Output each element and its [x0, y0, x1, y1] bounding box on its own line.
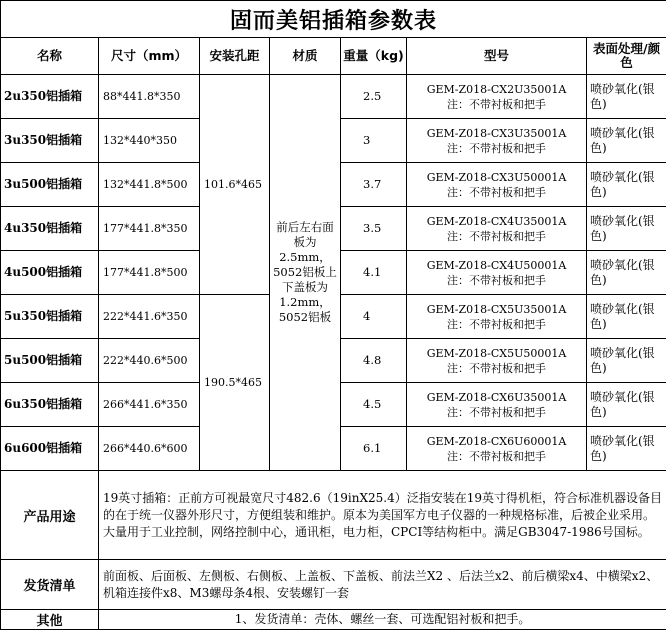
model-note: 注：不带衬板和把手 [447, 317, 546, 331]
model-number: GEM-Z018-CX6U60001A [426, 434, 567, 448]
other-label: 其他 [1, 610, 99, 630]
product-name: 4u350铝插箱 [1, 207, 99, 251]
product-name: 3u500铝插箱 [1, 163, 99, 207]
page-title: 固而美铝插箱参数表 [1, 1, 666, 38]
product-model [407, 339, 587, 383]
product-weight: 4 [341, 295, 407, 339]
header-material: 材质 [270, 38, 341, 75]
usage-text: 19英寸插箱：正前方可视最宽尺寸482.6（19inX25.4）泛指安装在19英寸得机柜，符合标准机器设备目的在于统一仪器外形尺寸，方便组装和维护。原本为美国军方电子仪器的一种规格标准，后被企业采用。大量用于工业控制，网络控制中心，通讯柜，电力柜，CPCI等结构柜中。满足GB3047-1986号国标。 [99, 471, 666, 560]
product-name: 6u350铝插箱 [1, 383, 99, 427]
product-weight: 2.5 [341, 75, 407, 119]
model-note: 注：不带衬板和把手 [447, 185, 546, 199]
product-model [407, 383, 587, 427]
product-size: 266*440.6*600 [99, 427, 200, 471]
product-finish: 喷砂氧化(银色) [587, 383, 666, 427]
model-note: 注：不带衬板和把手 [447, 97, 546, 111]
header-row [1, 38, 666, 75]
other-row [1, 610, 666, 630]
header-size: 尺寸（mm） [99, 38, 200, 75]
product-size: 132*440*350 [99, 119, 200, 163]
product-weight: 4.8 [341, 339, 407, 383]
other-text: 1、发货清单：壳体、螺丝一套、可选配铝衬板和把手。 [99, 610, 666, 630]
product-finish: 喷砂氧化(银色) [587, 163, 666, 207]
product-model [407, 163, 587, 207]
product-name: 3u350铝插箱 [1, 119, 99, 163]
model-note: 注：不带衬板和把手 [447, 141, 546, 155]
header-hole: 安装孔距 [200, 38, 270, 75]
header-weight: 重量（kg) [341, 38, 407, 75]
product-weight: 3.5 [341, 207, 407, 251]
product-finish: 喷砂氧化(银色) [587, 75, 666, 119]
product-size: 177*441.8*350 [99, 207, 200, 251]
product-model [407, 427, 587, 471]
model-note: 注：不带衬板和把手 [447, 361, 546, 375]
product-finish: 喷砂氧化(银色) [587, 339, 666, 383]
model-number: GEM-Z018-CX5U35001A [426, 302, 567, 316]
product-weight: 3 [341, 119, 407, 163]
product-model [407, 251, 587, 295]
model-note: 注：不带衬板和把手 [447, 405, 546, 419]
product-name: 2u350铝插箱 [1, 75, 99, 119]
model-number: GEM-Z018-CX3U50001A [426, 170, 567, 184]
model-number: GEM-Z018-CX2U35001A [426, 82, 567, 96]
usage-row [1, 471, 666, 560]
header-finish: 表面处理/颜色 [587, 38, 666, 75]
product-weight: 4.5 [341, 383, 407, 427]
hole-spacing-group-1: 101.6*465 [200, 75, 270, 295]
model-note: 注：不带衬板和把手 [447, 449, 546, 463]
usage-label: 产品用途 [1, 471, 99, 560]
material-description: 前后左右面板为2.5mm，5052铝板上下盖板为1.2mm，5052铝板 [270, 75, 341, 471]
product-size: 222*441.6*350 [99, 295, 200, 339]
header-model: 型号 [407, 38, 587, 75]
model-number: GEM-Z018-CX3U35001A [426, 126, 567, 140]
product-weight: 4.1 [341, 251, 407, 295]
product-weight: 6.1 [341, 427, 407, 471]
product-model [407, 75, 587, 119]
hole-spacing-group-2: 190.5*465 [200, 295, 270, 471]
product-model [407, 119, 587, 163]
product-size: 177*441.8*500 [99, 251, 200, 295]
product-size: 266*441.6*350 [99, 383, 200, 427]
product-finish: 喷砂氧化(银色) [587, 427, 666, 471]
model-number: GEM-Z018-CX5U50001A [426, 346, 567, 360]
product-name: 6u600铝插箱 [1, 427, 99, 471]
shipping-label: 发货清单 [1, 560, 99, 610]
product-model [407, 295, 587, 339]
table-row [1, 75, 666, 119]
product-name: 5u500铝插箱 [1, 339, 99, 383]
model-number: GEM-Z018-CX6U35001A [426, 390, 567, 404]
product-finish: 喷砂氧化(银色) [587, 251, 666, 295]
product-finish: 喷砂氧化(银色) [587, 207, 666, 251]
product-size: 222*440.6*500 [99, 339, 200, 383]
shipping-row [1, 560, 666, 610]
product-finish: 喷砂氧化(银色) [587, 119, 666, 163]
product-size: 88*441.8*350 [99, 75, 200, 119]
model-number: GEM-Z018-CX4U50001A [426, 258, 567, 272]
model-note: 注：不带衬板和把手 [447, 273, 546, 287]
header-name: 名称 [1, 38, 99, 75]
model-number: GEM-Z018-CX4U35001A [426, 214, 567, 228]
product-name: 4u500铝插箱 [1, 251, 99, 295]
product-model [407, 207, 587, 251]
product-size: 132*441.8*500 [99, 163, 200, 207]
product-finish: 喷砂氧化(银色) [587, 295, 666, 339]
model-note: 注：不带衬板和把手 [447, 229, 546, 243]
product-name: 5u350铝插箱 [1, 295, 99, 339]
shipping-text: 前面板、后面板、左侧板、右侧板、上盖板、下盖板、前法兰X2 、后法兰x2、前后横梁x4、中横梁x2、机箱连接件x8、M3螺母条4根、安装螺钉一套 [99, 560, 666, 610]
product-weight: 3.7 [341, 163, 407, 207]
